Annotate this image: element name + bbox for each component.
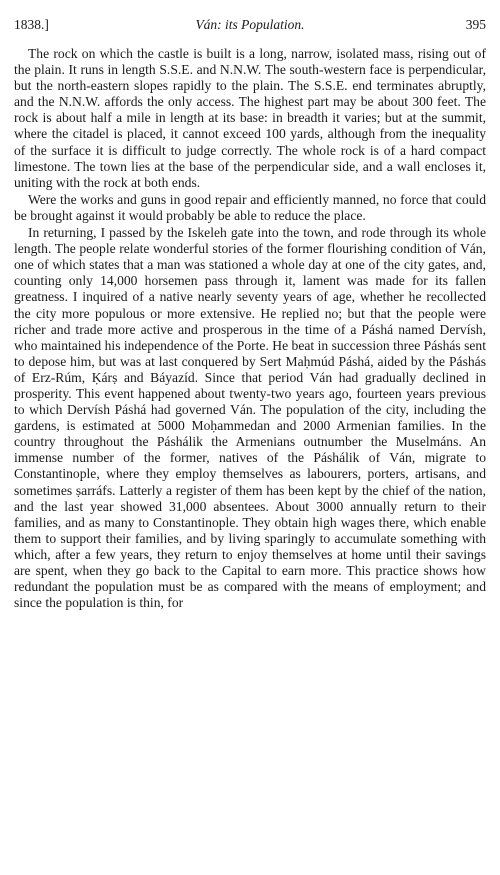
book-page [14, 14, 486, 864]
paragraph-population: In returning, I passed by the Iskeleh gate into the town, and rode through its whole length. The people relate wonderful stories of the former flourishing condition of Ván, one of which states that a man was stationed a whole day at one of the city gates, and, counting only 14,000 horsemen pass through it, lament was made for its fallen greatness. I inquired of a native nearly seventy years of age, whether he recollected the city more populous or more extensive. He replied no; but that the people were richer and trade more active and prosperous in the time of a Páshá named Dervísh, who maintained his independence of the Porte. He beat in succession three Páshás sent to depose him, but was at last conquered by Sert Maḥmúd Páshá, aided by the Páshás of Erz-Rúm, Ḳárṣ and Báyazíd. Since that period Ván had gradually declined in prosperity. This event happened about twenty-two years ago, fourteen years previous to which Dervísh Páshá had governed Ván. The population of the city, including the gardens, is estimated at 5000 Moḥammedan and 2000 Armenian families. In the country throughout the Páshálik the Armenians outnumber the Muselmáns. An immense number of the former, natives of the Páshálik of Ván, migrate to Constantinople, where they employ themselves as labourers, porters, artisans, and sometimes ṣarráfs. Latterly a register of them has been kept by the chief of the nation, and the last year showed 31,000 absentees. About 3000 annually return to their families, and as many to Constantinople. They obtain high wages there, which enable them to support their families, and by living sparingly to accumulate something with which, after a few years, they return to enjoy themselves at home until their savings are spent, when they go back to the Capital to earn more. This practice shows how redundant the population must be as compared with the means of employment; and since the population is thin, for [14, 225, 486, 611]
page-number: 395 [465, 17, 486, 32]
header-year: 1838.] [14, 17, 49, 32]
header-title: Ván: its Population. [195, 17, 305, 32]
running-header [14, 14, 486, 36]
paragraph-fortifications: Were the works and guns in good repair and efficiently manned, no force that could be brought against it would probably be able to reduce the place. [14, 191, 486, 223]
body-text [14, 46, 486, 611]
paragraph-castle-rock: The rock on which the castle is built is a long, narrow, isolated mass, rising out of the plain. It runs in length S.S.E. and N.N.W. The south-western face is perpendicular, but the north-eastern slopes rapidly to the plain. The S.S.E. end terminates abruptly, and the N.N.W. affords the only access. The highest part may be about 300 feet. The rock is about half a mile in length at its base: in breadth it varies; but at the summit, where the citadel is placed, it cannot exceed 100 yards, although from the inequality of the surface it is difficult to judge correctly. The whole rock is of a hard compact limestone. The town lies at the base of the perpendicular side, and a wall encloses it, uniting with the rock at both ends. [14, 46, 486, 190]
